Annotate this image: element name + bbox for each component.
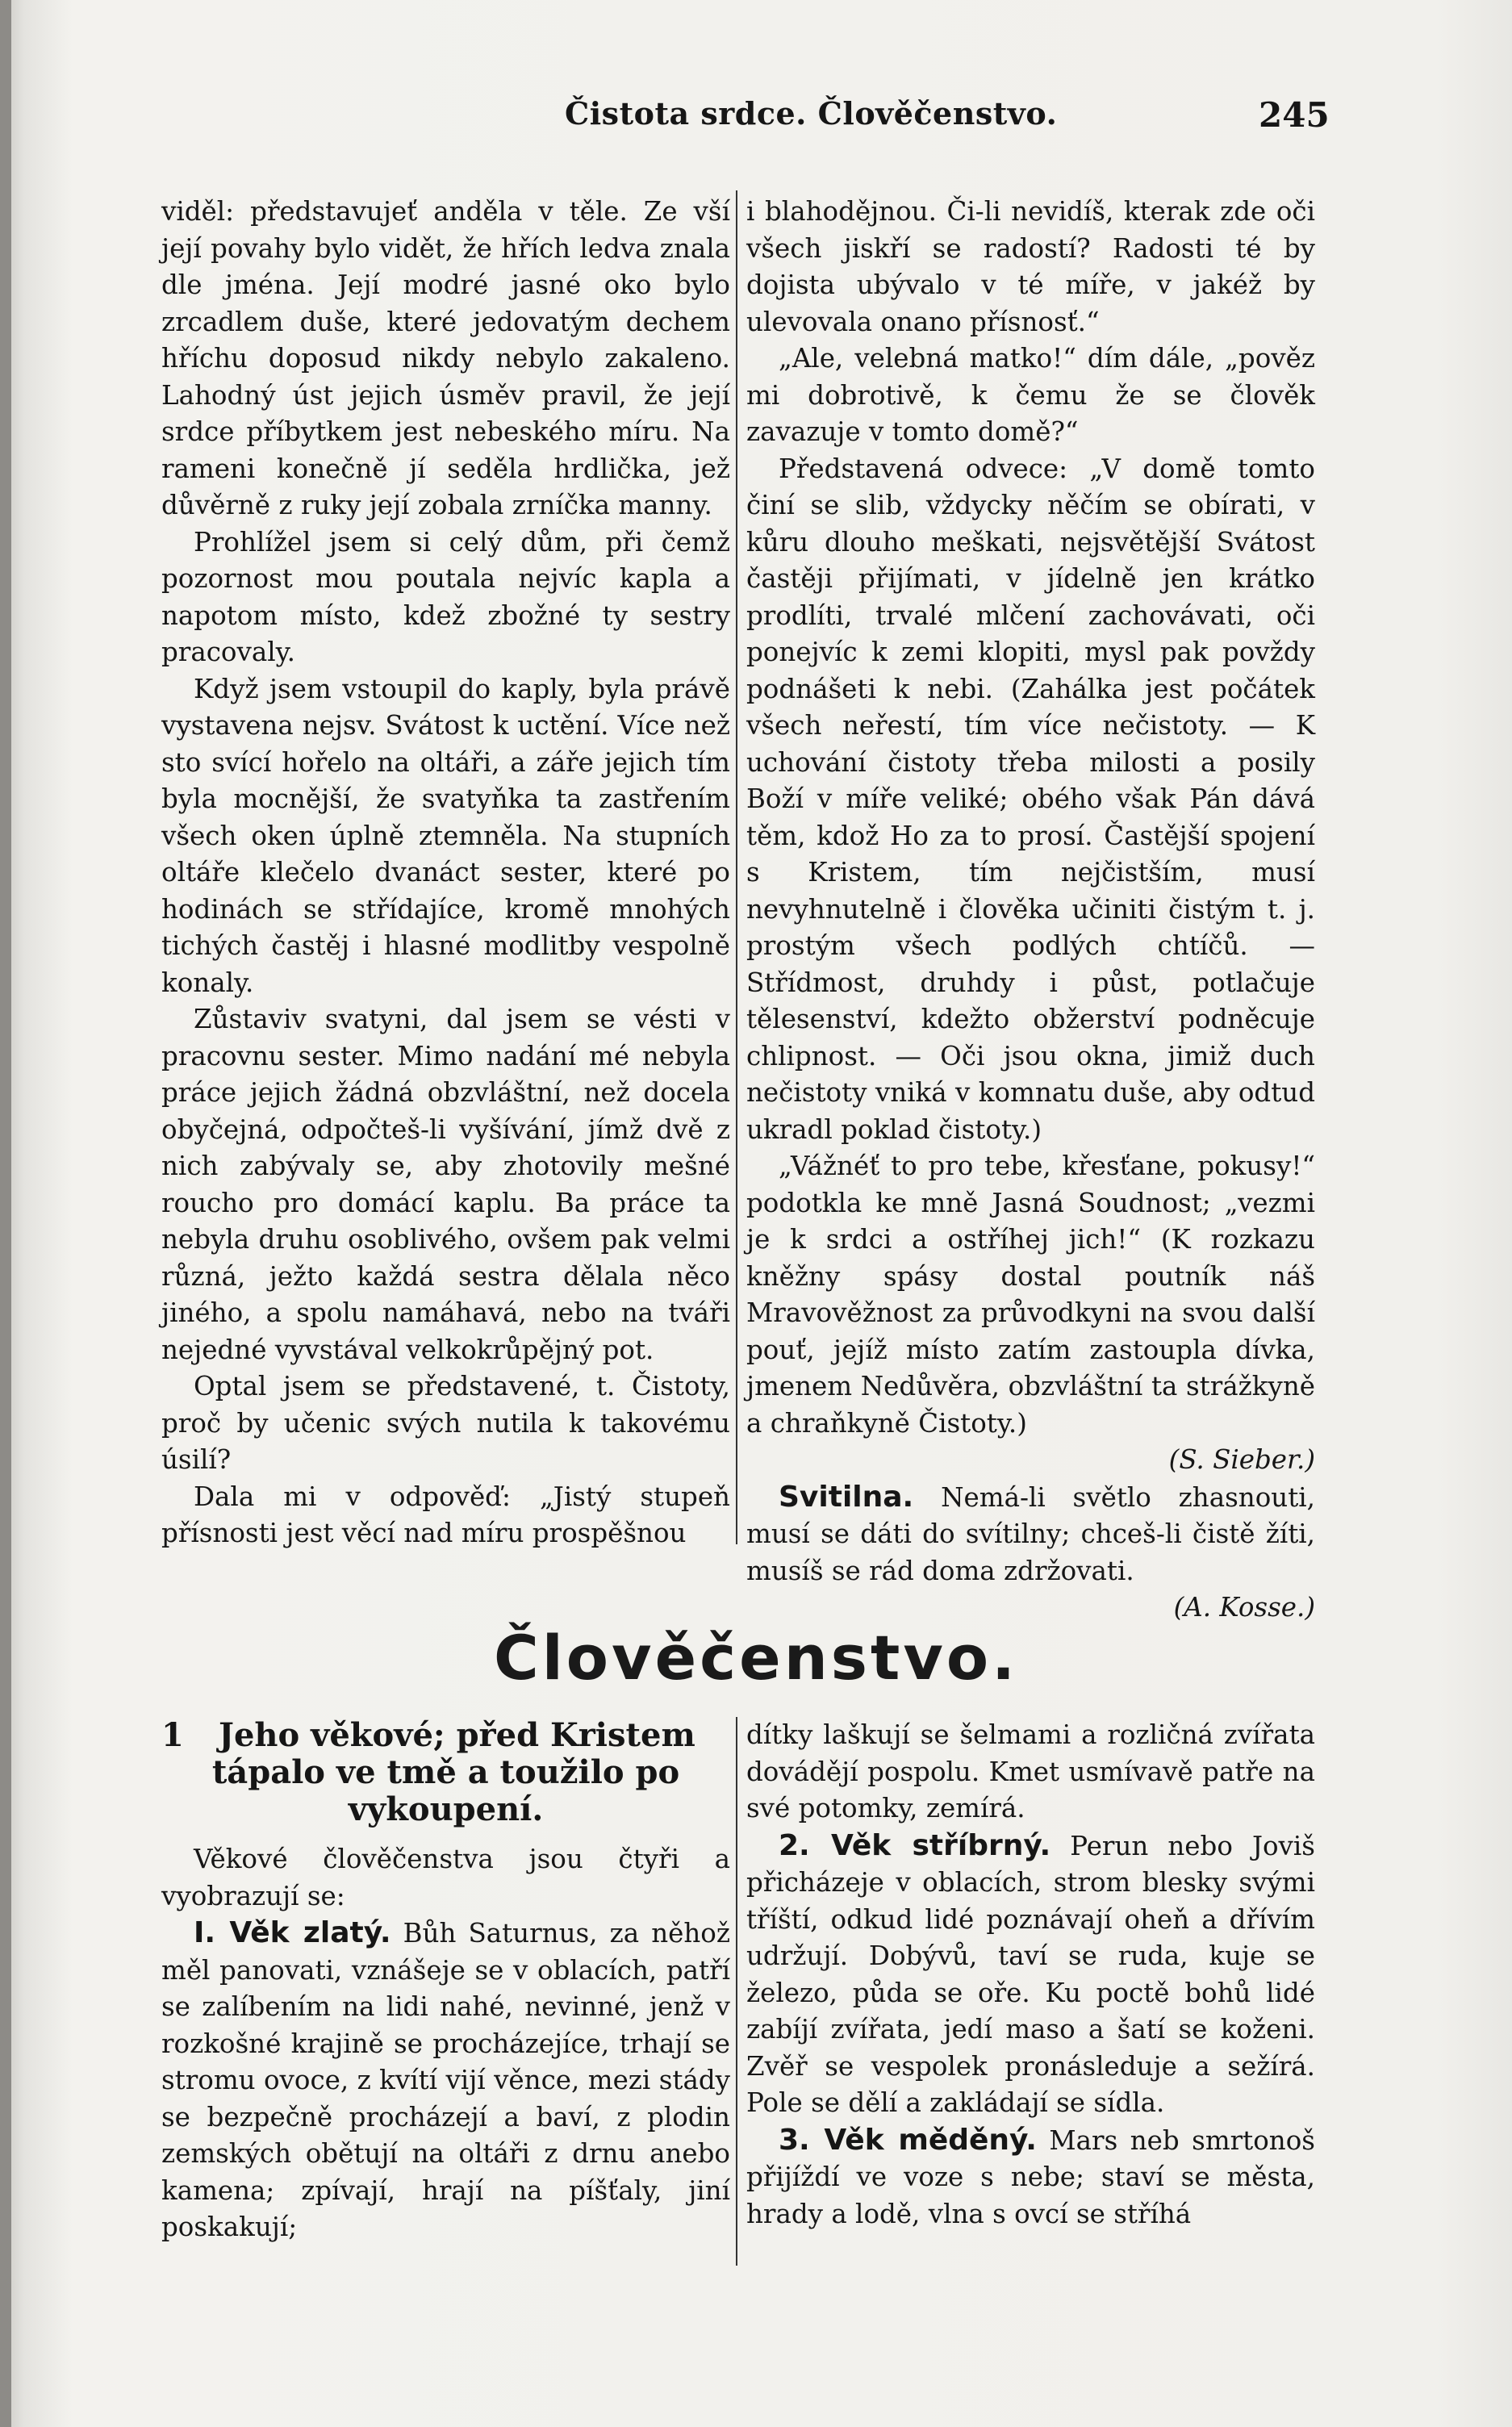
paragraph: Zůstaviv svatyni, dal jsem se vésti v pracovnu sester. Mimo nadání mé nebyla práce jejich žádná obzvláštní, než docela obyčejná, odpočteš-li vyšívání, jímž dvě z nich zabývaly se, aby zhotovily mešné roucho pro domácí kaplu. Ba práce ta nebyla druhu osoblivého, ovšem pak velmi různá, ježto každá sestra dělala něco jiného, a spolu namáhavá, nebo na tváři nejedné vyvstával velkokrůpějný pot. [161, 1004, 730, 1365]
page-number: 245 [1259, 95, 1330, 135]
section-title: Člověčenstvo. [493, 1622, 1019, 1694]
column-rule-upper [736, 190, 737, 1544]
column-rule-lower [736, 1717, 737, 2266]
running-head [0, 95, 1512, 144]
svitilna-paragraph [746, 1479, 1315, 1590]
age-paragraph [746, 2122, 1315, 2233]
age-term: 3. Věk měděný. [779, 2123, 1037, 2157]
age-text: Mars neb smrtonoš přijíždí ve voze s nebe; staví se města, hrady a lodě, vlna s ovcí se stříhá [746, 2124, 1315, 2229]
svitilna-term: Svitilna. [779, 1480, 914, 1514]
age-text: Perun nebo Joviš přicházeje v oblacích, strom blesky svými tříští, odkud lidé poznávají oheň a dřívím udržují. Dobývů, taví se ruda, kuje se železo, půda se oře. Ku poctě bohů lidé zabíjí zvířata, jedí maso a šatí se koženi. Zvěř se vespolek pronásleduje a sežírá. Pole se dělí a zakládají se sídla. [746, 1830, 1315, 2118]
running-title: Čistota srdce. Člověčenstvo. [565, 95, 1058, 132]
paragraph: Když jsem vstoupil do kaply, byla právě vystavena nejsv. Svátost k uctění. Více než sto svící hořelo na oltáři, a záře jejich tím byla mocnější, že svatyňka ta zastřením všech oken úplně ztemněla. Na stupních oltáře klečelo dvanáct sester, které po hodinách se střídajíce, kromě mnohých tichých častěj i hlasné modlitby vespolně konaly. [161, 673, 730, 998]
paragraph: „Ale, velebná matko!“ dím dále, „pověz mi dobrotivě, k čemu že se člověk zavazuje v tomto domě?“ [746, 343, 1315, 447]
paragraph: Prohlížel jsem si celý dům, při čemž pozornost mou poutala nejvíc kapla a napotom místo, kdež zbožné ty sestry pracovaly. [161, 526, 730, 667]
paragraph: „Vážnéť to pro tebe, křesťane, pokusy!“ podotkla ke mně Jasná Soudnost; „vezmi je k srdci a ostříhej jich!“ (K rozkazu kněžny spásy dostal poutník náš Mravověžnost za průvodkyni na svou další pouť, jejíž místo zatím zastoupla dívka, jmenem Nedůvěra, obzvláštní ta strážkyně a chraňkyně Čistoty.) [746, 1151, 1315, 1439]
attribution: (S. Sieber.) [1168, 1444, 1315, 1475]
chapter-heading-text: Jeho věkové; před Kristem tápalo ve tmě a toužilo po vykoupení. [211, 1716, 695, 1828]
paragraph: dítky laškují se šelmami a rozličná zvířata dovádějí pospolu. Kmet usmívavě patře na své potomky, zemírá. [746, 1719, 1315, 1823]
chapter-heading [161, 1717, 730, 1828]
upper-left-column [161, 194, 730, 1552]
upper-right-column [746, 194, 1315, 1627]
paragraph: viděl: představujeť anděla v těle. Ze vší její povahy bylo vidět, že hřích ledva znala dle jména. Její modré jasné oko bylo zrcadlem duše, které jedovatým dechem hříchu doposud nikdy nebylo zakaleno. Lahodný úst jejich úsměv pravil, že její srdce příbytkem jest nebeského míru. Na rameni konečně jí seděla hrdlička, jež důvěrně z ruky její zobala zrníčka manny. [161, 196, 730, 520]
chapter-number: 1 [161, 1716, 184, 1754]
paragraph: i blahodějnou. Či-li nevidíš, kterak zde oči všech jiskří se radostí? Radosti té by dojista ubývalo v té míře, v jakéž by ulevovala onano přísnosť.“ [746, 196, 1315, 337]
age-term: 2. Věk stříbrný. [779, 1828, 1051, 1862]
svitilna-text: Nemá-li světlo zhasnouti, musí se dáti do svítilny; chceš-li čistě žíti, musíš se rád doma zdržovati. [746, 1481, 1315, 1586]
age-paragraph [161, 1915, 730, 2246]
lower-left-column [161, 1717, 730, 2246]
age-text: Bůh Saturnus, za něhož měl panovati, vznášeje se v oblacích, patří se zalíbením na lidi nahé, nevinné, jenž v rozkošné krajině se procházejíce, trhají se stromu ovoce, z kvítí vijí věnce, mezi stády se bezpečně procházejí a baví, z plodin zemských obětují na oltáři z drnu anebo kamena; zpívají, hrají na píšťaly, jiní poskakují; [161, 1918, 730, 2242]
attribution: (A. Kosse.) [1173, 1592, 1315, 1623]
paragraph: Představená odvece: „V domě tomto činí se slib, vždycky něčím se obírati, v kůru dlouho meškati, nejsvětější Svátost častěji přijímati, v jídelně jen krátko prodlíti, trvalé mlčení zachovávati, oči ponejvíc k zemi klopiti, mysl pak povždy podnášeti k nebi. (Zahálka jest počátek všech neřestí, tím více nečistoty. — K uchování čistoty třeba milosti a posily Boží v míře veliké; obého však Pán dává těm, kdož Ho za to prosí. Častější spojení s Kristem, tím nejčistším, musí nevyhnutelně i člověka učiniti čistým t. j. prostým všech podlých chtíčů. — Střídmost, druhdy i půst, potlačuje tělesenství, kdežto obžerství podněcuje chlipnost. — Oči jsou okna, jimiž duch nečistoty vniká v komnatu duše, aby odtud ukradl poklad čistoty.) [746, 453, 1315, 1145]
lower-right-column [746, 1717, 1315, 2233]
page-edge-shadow [0, 0, 11, 2427]
paragraph: Věkové člověčenstva jsou čtyři a vyobrazují se: [161, 1844, 730, 1911]
paragraph: Dala mi v odpověď: „Jistý stupeň přísnosti jest věcí nad míru prospěšnou [161, 1481, 730, 1548]
age-paragraph [746, 1828, 1315, 2122]
paragraph: Optal jsem se představené, t. Čistoty, proč by učenic svých nutila k takovému úsilí? [161, 1371, 730, 1475]
age-term: I. Věk zlatý. [194, 1916, 391, 1949]
